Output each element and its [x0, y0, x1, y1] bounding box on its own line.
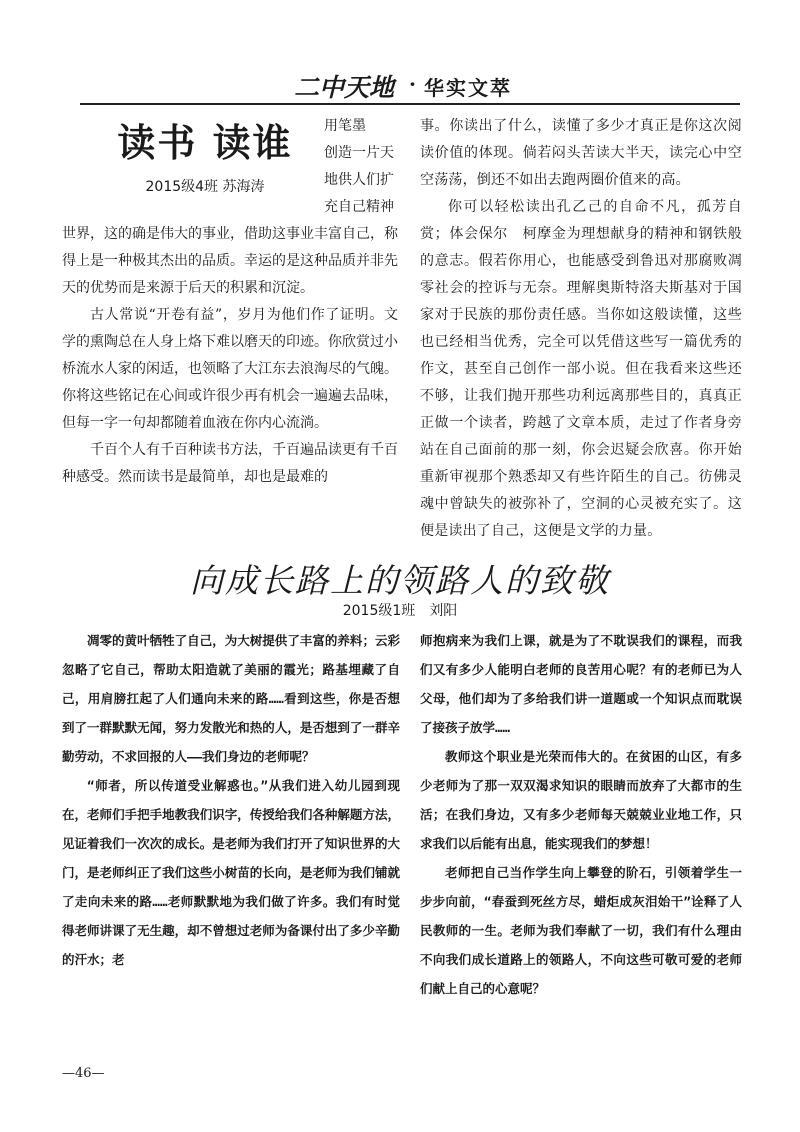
- article1-side-text: [324, 113, 398, 221]
- article2-left-column: [62, 626, 400, 974]
- side-line: 用笔墨: [324, 118, 366, 134]
- paragraph: 事。你读出了什么，读懂了多少才真正是你这次阅读价值的体现。倘若闷头苦读大半天，读完心中空空荡荡，倒还不如出去跑两圈价值来的高。: [420, 118, 742, 188]
- article1-left-column: [62, 221, 398, 491]
- paragraph: 古人常说“开卷有益”，岁月为他们作了证明。文学的熏陶总在人身上烙下难以磨天的印迹。你欣赏过小桥流水人家的闲适，也领略了大江东去浪淘尽的气魄。你将这些铭记在心间或许很少再有机会一遍遍去品味，但每一字一句却都随着血液在你内心流淌。: [62, 307, 398, 431]
- column-title: 华实文萃: [424, 76, 512, 100]
- article1-author: 2015级4班 苏海涛: [145, 179, 265, 195]
- header-separator-dot: ·: [409, 72, 416, 96]
- article1-title: 读书 读谁: [117, 121, 293, 165]
- magazine-brand: 二中天地: [294, 73, 395, 102]
- paragraph: 凋零的黄叶牺牲了自己，为大树提供了丰富的养料；云彩忽略了它自己，帮助太阳造就了美丽的霞光；路基埋藏了自己，用肩膀扛起了人们通向未来的路……看到这些，你是否想到了一群默默无闻，努力发散光和热的人，是否想到了一群辛勤劳动，不求回报的人——我们身边的老师呢？: [62, 633, 400, 764]
- header-rule: [80, 103, 740, 105]
- side-line: 充自己精神: [324, 199, 394, 215]
- side-line: 地供人们扩: [324, 172, 394, 188]
- side-line: 创造一片天: [324, 145, 394, 161]
- paragraph: “师者，所以传道受业解惑也。”从我们进入幼儿园到现在，老师们手把手地教我们识字，传授给我们各种解题方法，见证着我们一次次的成长。是老师为我们打开了知识世界的大门，是老师纠正了我们这些小树苗的长向，是老师为我们铺就了走向未来的路……老师默默地为我们做了许多。我们有时觉得老师讲课了无生趣，却不曾想过老师为备课付出了多少辛勤的汗水；老: [62, 778, 400, 967]
- page-number: —46—: [62, 1066, 105, 1081]
- paragraph: 你可以轻松读出孔乙己的自命不凡，孤芳自赏；体会保尔 柯摩金为理想献身的精神和钢铁般的意志。假若你用心，也能感受到鲁迅对那腐败凋零社会的控诉与无奈。理解奥斯特洛夫斯基对于国家对于民族的那份责任感。当你如这般读懂，这些也已经相当优秀，完全可以凭借这些写一篇优秀的作文，甚至自己创作一部小说。但在我看来这些还不够，让我们抛开那些功利远离那些目的，真真正正做一个读者，跨越了文章本质，走过了作者身旁站在自己面前的那一刻，你会迟疑会欣喜。你开始重新审视那个熟悉却又有些许陌生的自己。彷佛灵魂中曾缺失的被弥补了，空洞的心灵被充实了。这便是读出了自己，这便是文学的力量。: [420, 199, 742, 539]
- paragraph: 老师把自己当作学生向上攀登的阶石，引领着学生一步步向前，“春蚕到死丝方尽，蜡炬成灰泪始干”诠释了人民教师的一生。老师为我们奉献了一切，我们有什么理由不向我们成长道路上的领路人，不向这些可敬可爱的老师们献上自己的心意呢？: [420, 865, 742, 996]
- article2-author: 2015级1班 刘阳: [342, 603, 458, 619]
- article2-right-column: [420, 626, 742, 1003]
- paragraph: 千百个人有千百种读书方法，千百遍品读更有千百种感受。然而读书是最简单，却也是最难的: [62, 442, 398, 485]
- article2-title: 向成长路上的领路人的致敬: [190, 561, 610, 600]
- article1-right-column: [420, 113, 742, 545]
- paragraph: 教师这个职业是光荣而伟大的。在贫困的山区，有多少老师为了那一双双渴求知识的眼睛而放弃了大都市的生活；在我们身边，又有多少老师每天兢兢业业地工作，只求我们以后能有出息，能实现我们的梦想！: [420, 749, 742, 851]
- paragraph: 师抱病来为我们上课，就是为了不耽误我们的课程，而我们又有多少人能明白老师的良苦用心呢？有的老师已为人父母，他们却为了多给我们讲一道题或一个知识点而耽误了接孩子放学……: [420, 633, 742, 735]
- paragraph: 世界，这的确是伟大的事业，借助这事业丰富自己，称得上是一种极其杰出的品质。幸运的是这种品质并非先天的优势而是来源于后天的积累和沉淀。: [62, 226, 398, 296]
